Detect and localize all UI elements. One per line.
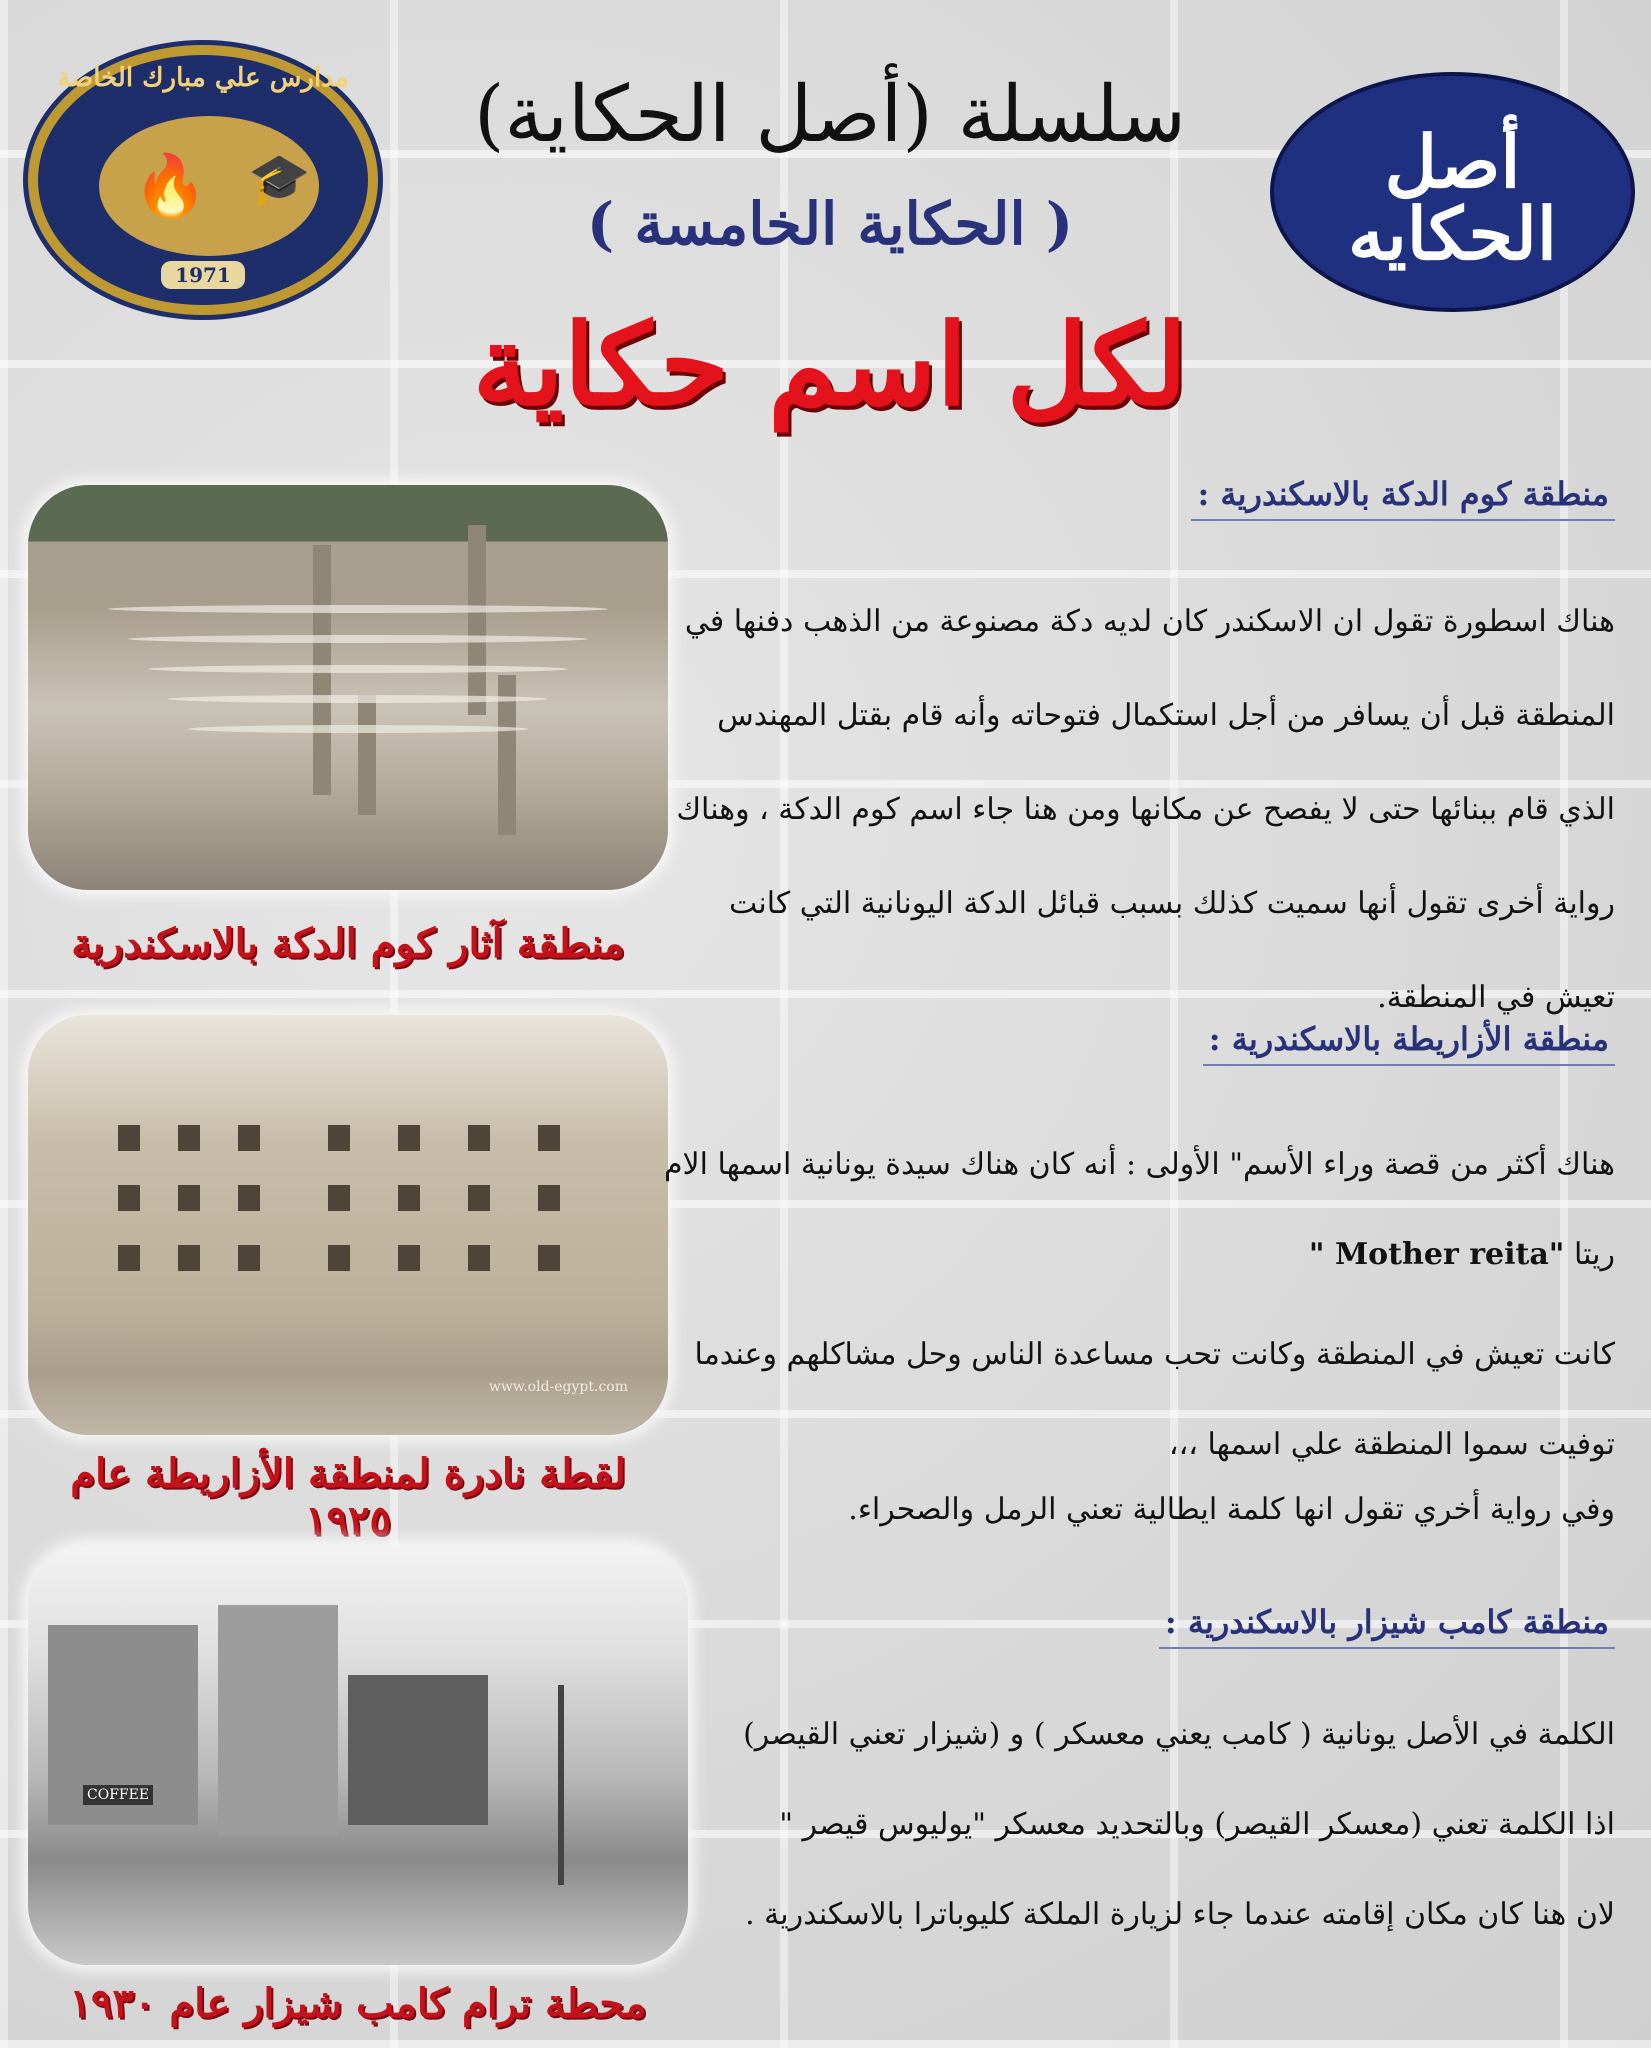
photo-sign: COFFEE: [83, 1785, 153, 1805]
kom-el-dikka-heading: منطقة كوم الدكة بالاسكندرية :: [1191, 475, 1615, 521]
episode-title: ( الحكاية الخامسة ): [586, 190, 1074, 258]
photo-step: [128, 635, 588, 643]
paragraph: الكلمة في الأصل يونانية ( كامب يعني معسكر ) و (شيزار تعني القيصر): [743, 1717, 1615, 1752]
series-logo-text: أصل الحكايه: [1348, 119, 1557, 276]
photo-window: [468, 1185, 490, 1211]
torch-icon: 🔥: [133, 151, 208, 221]
paragraph: اذا الكلمة تعني (معسكر القيصر) وبالتحديد معسكر "يوليوس قيصر ": [779, 1807, 1615, 1842]
photo-step: [188, 725, 528, 733]
photo-column: [358, 695, 376, 815]
photo-column: [468, 525, 486, 715]
camp-cesar-photo: [28, 1545, 688, 1965]
photo-window: [238, 1125, 260, 1151]
camp-cesar-heading: منطقة كامب شيزار بالاسكندرية :: [1159, 1603, 1615, 1649]
photo-window: [538, 1245, 560, 1271]
photo-window: [178, 1245, 200, 1271]
photo-window: [398, 1125, 420, 1151]
photo-window: [468, 1245, 490, 1271]
photo-step: [148, 665, 568, 673]
photo-window: [328, 1245, 350, 1271]
photo-pole: [558, 1685, 564, 1885]
paragraph: هناك أكثر من قصة وراء الأسم" الأولى : أنه كان هناك سيدة يونانية اسمها الام ريتا "Mother reita ": [663, 1147, 1615, 1272]
photo-window: [538, 1185, 560, 1211]
school-logo-text: مدارس علي مبارك الخاصة: [57, 63, 349, 93]
photo-window: [118, 1125, 140, 1151]
paragraph: لان هنا كان مكان إقامته عندما جاء لزيارة الملكة كليوباترا بالاسكندرية .: [745, 1897, 1615, 1932]
paragraph: هناك اسطورة تقول ان الاسكندر كان لديه دكة مصنوعة من الذهب دفنها في المنطقة قبل أن يسافر من أجل استكمال فتوحاته وأنه قام بقتل المهندس الذي قام ببنائها حتى لا يفصح عن مكانها ومن هنا جاء اسم كوم الدكة ، وهناك رواية أخرى تقول أنها سميت كذلك بسبب قبائل الدكة اليونانية التي كانت تعيش في المنطقة.: [676, 604, 1615, 1015]
paragraph: وفي رواية أخري تقول انها كلمة ايطالية تعني الرمل والصحراء.: [848, 1492, 1615, 1527]
main-title: لكل اسم حكاية: [472, 300, 1188, 431]
photo-window: [238, 1185, 260, 1211]
kom-el-dikka-caption: منطقة آثار كوم الدكة بالاسكندرية: [71, 920, 625, 967]
photo-window: [118, 1185, 140, 1211]
azarita-text-3: [655, 1485, 1615, 1571]
paragraph: كانت تعيش في المنطقة وكانت تحب مساعدة الناس وحل مشاكلهم وعندما توفيت سموا المنطقة علي اسمها ،،،: [694, 1337, 1615, 1462]
camp-cesar-text: [655, 1690, 1615, 1960]
series-logo: [1270, 72, 1635, 312]
kom-el-dikka-text: [655, 575, 1615, 1045]
camp-cesar-caption: محطة ترام كامب شيزار عام ١٩٣٠: [69, 1980, 647, 2027]
photo-step: [108, 605, 608, 613]
kom-el-dikka-photo: [28, 485, 668, 890]
photo-window: [468, 1125, 490, 1151]
photo-window: [178, 1185, 200, 1211]
graduation-cap-icon: 🎓: [248, 150, 311, 208]
photo-window: [238, 1245, 260, 1271]
photo-building: [218, 1605, 338, 1835]
photo-window: [118, 1245, 140, 1271]
azarita-text-2: [655, 1310, 1615, 1490]
photo-step: [168, 695, 548, 703]
school-logo-year: 1971: [38, 263, 368, 287]
photo-window: [398, 1185, 420, 1211]
series-title: سلسلة (أصل الحكاية): [474, 70, 1186, 160]
photo-window: [398, 1245, 420, 1271]
photo-window: [328, 1185, 350, 1211]
photo-window: [538, 1125, 560, 1151]
english-name: "Mother reita ": [1308, 1237, 1565, 1272]
azarita-text-1: [655, 1120, 1615, 1300]
azarita-heading: منطقة الأزاريطة بالاسكندرية :: [1203, 1020, 1615, 1066]
azarita-caption: لقطة نادرة لمنطقة الأزاريطة عام ١٩٢٥: [70, 1450, 626, 1544]
photo-watermark: www.old-egypt.com: [488, 1379, 628, 1395]
photo-window: [328, 1125, 350, 1151]
azarita-photo: [28, 1015, 668, 1435]
photo-window: [178, 1125, 200, 1151]
photo-building: [348, 1675, 488, 1825]
school-logo: [28, 45, 378, 315]
